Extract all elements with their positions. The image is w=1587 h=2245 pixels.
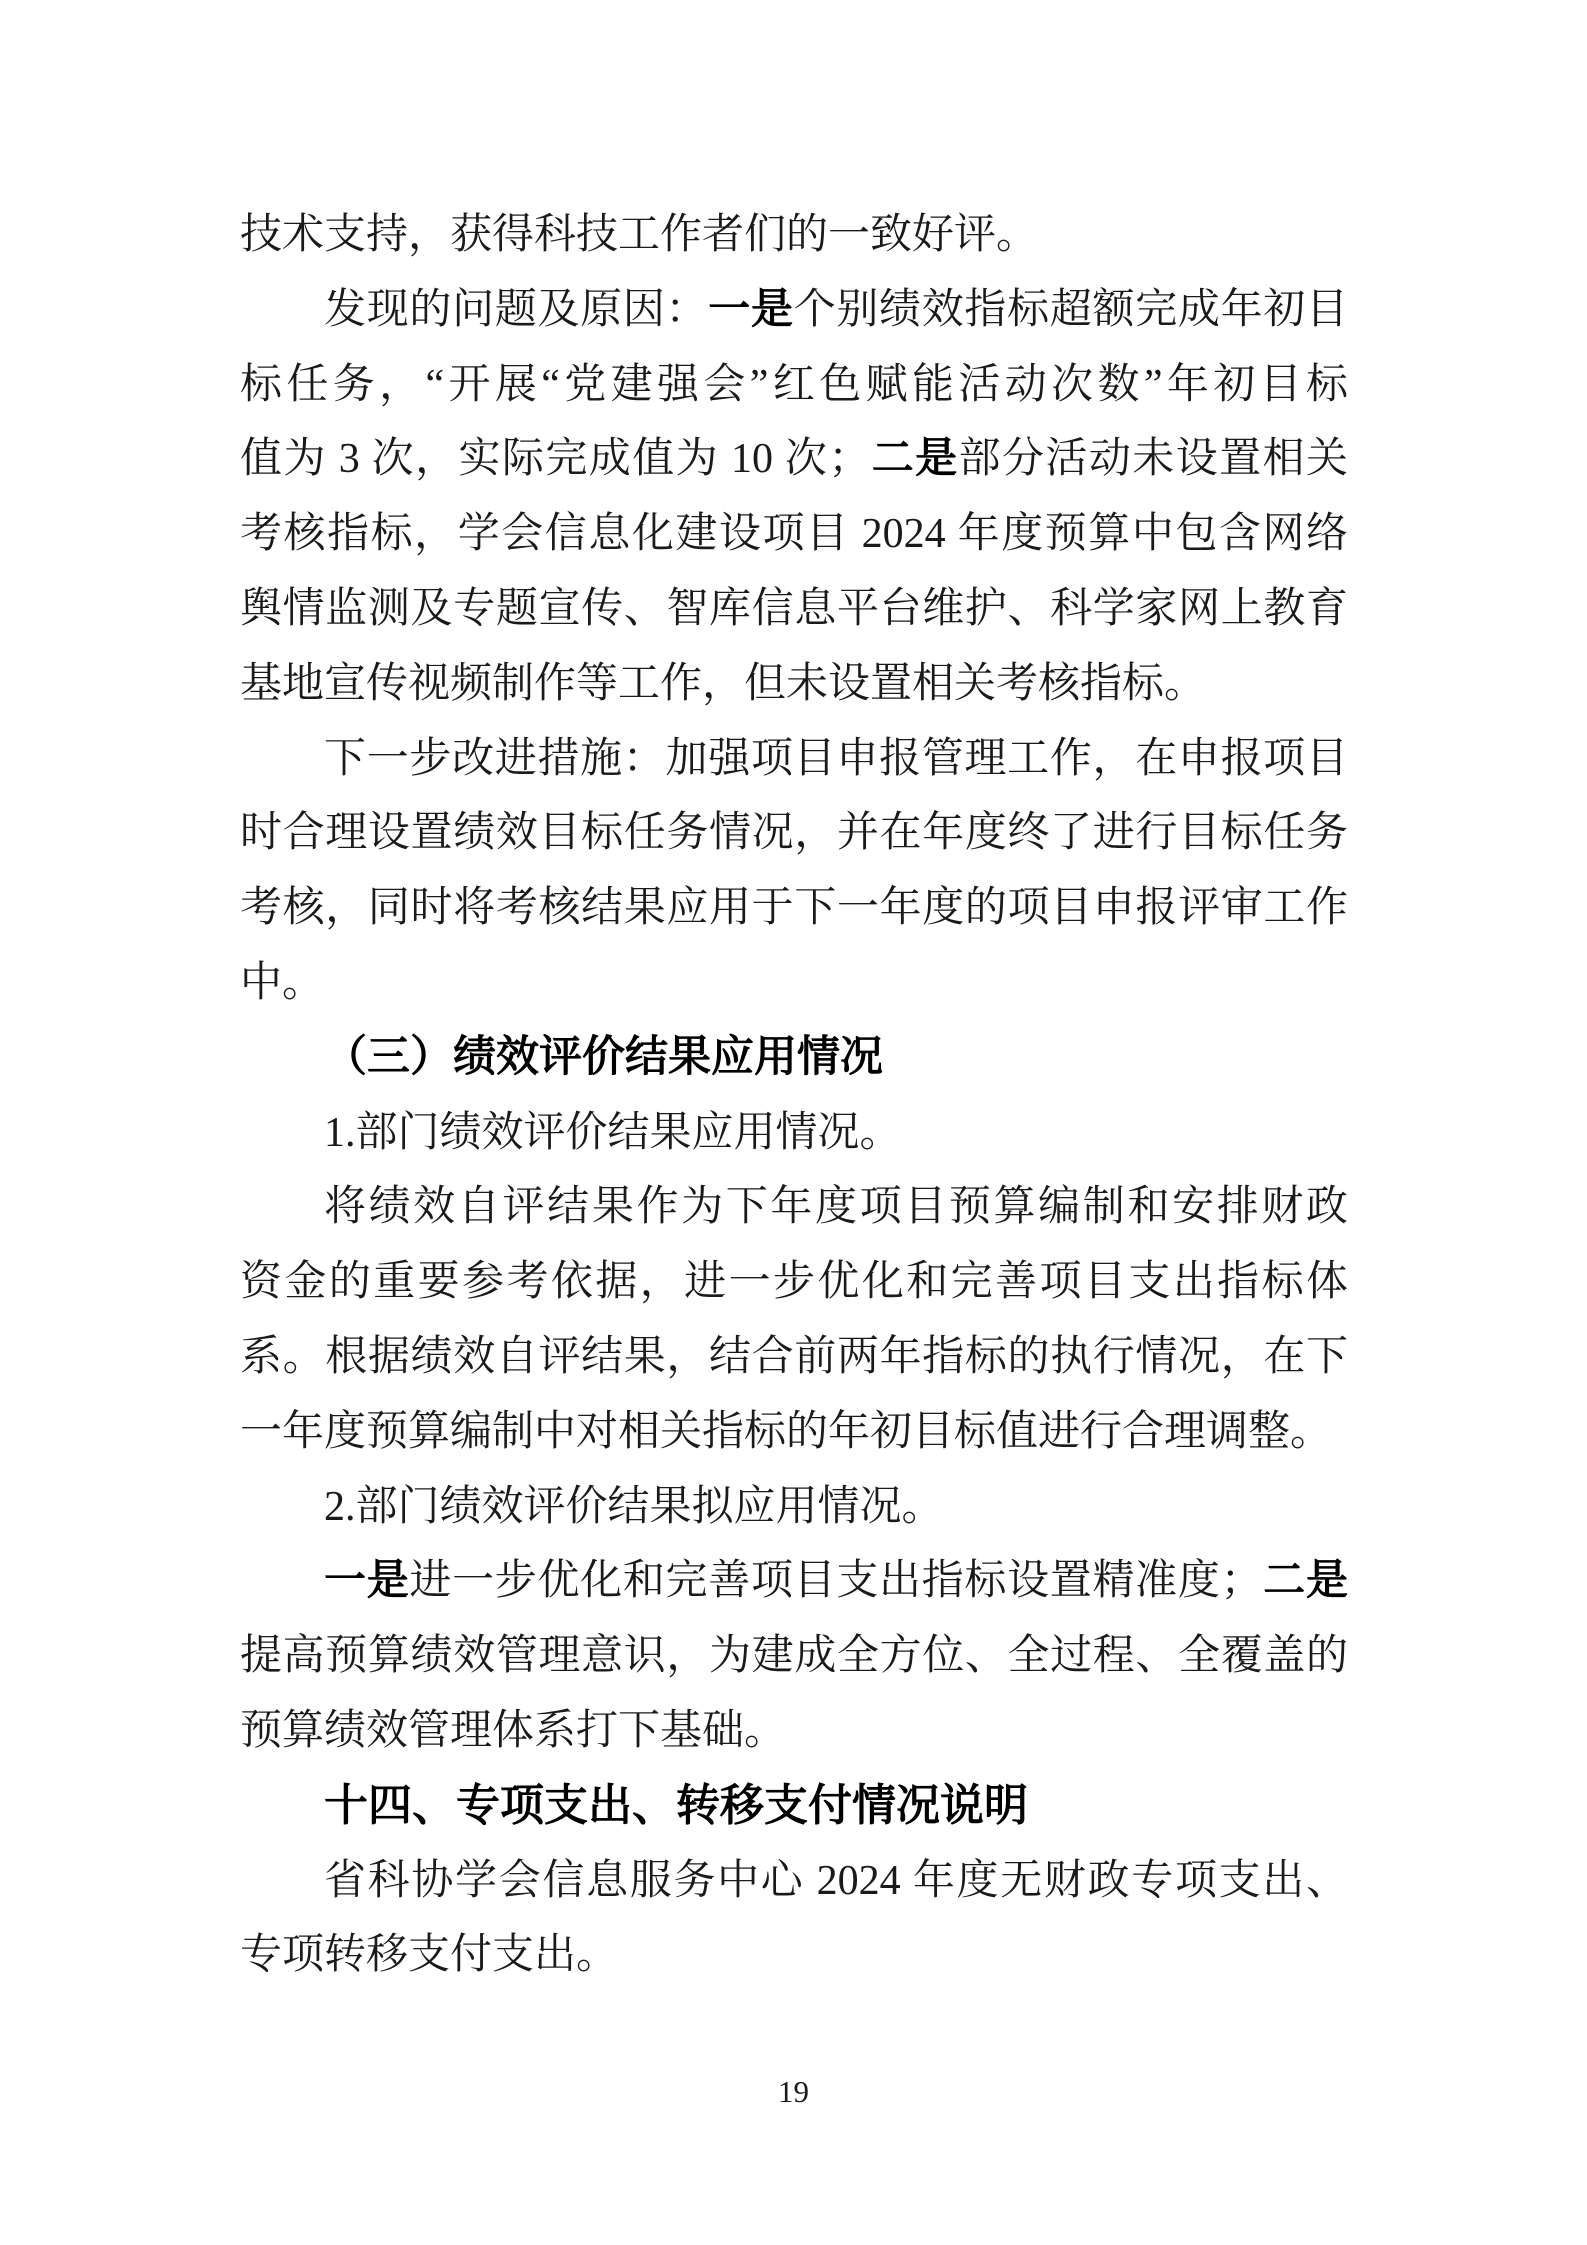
text-segment: 系。根据绩效自评结果，结合前两年指标的执行情况，在下: [240, 1333, 1348, 1380]
text-line: [240, 1395, 1348, 1470]
page-number: 19: [778, 2074, 809, 2109]
text-segment: 下一步改进措施：加强项目申报管理工作，在申报项目: [324, 735, 1348, 782]
document-body: [240, 198, 1348, 1993]
text-line: [240, 871, 1348, 946]
page-footer: [0, 2074, 1587, 2110]
text-segment: 基地宣传视频制作等工作，但未设置相关考核指标。: [240, 660, 1207, 707]
text-segment: 十四、专项支出、转移支付情况说明: [324, 1780, 1028, 1830]
text-segment: 值为 3 次，实际完成值为 10 次；: [240, 436, 871, 483]
text-segment: 考核指标，学会信息化建设项目 2024 年度预算中包含网络: [240, 511, 1348, 558]
text-line: [240, 1096, 1348, 1171]
text-line: [240, 1544, 1348, 1619]
text-line: [240, 1844, 1348, 1919]
text-line: [240, 273, 1348, 348]
text-line: [240, 1245, 1348, 1320]
text-segment: 发现的问题及原因：: [324, 286, 709, 333]
text-line: [240, 796, 1348, 871]
text-segment: 1.部门绩效评价结果应用情况。: [324, 1109, 902, 1156]
text-segment: 考核，同时将考核结果应用于下一年度的项目申报评审工作: [240, 885, 1348, 932]
text-segment: 一年度预算编制中对相关指标的年初目标值进行合理调整。: [240, 1408, 1333, 1455]
text-line: [240, 1918, 1348, 1993]
text-segment: 时合理设置绩效目标任务情况，并在年度终了进行目标任务: [240, 810, 1348, 857]
text-line: [240, 1470, 1348, 1545]
text-segment: 中。: [240, 959, 325, 1006]
text-segment: 二是: [1262, 1558, 1348, 1605]
text-segment: 一是: [324, 1558, 410, 1605]
text-line: [240, 497, 1348, 572]
text-segment: 标任务，“开展“党建强会”红色赋能活动次数”年初目标: [240, 361, 1348, 408]
text-line: [240, 572, 1348, 647]
text-line: [240, 422, 1348, 497]
text-line: [240, 722, 1348, 797]
text-segment: 2.部门绩效评价结果拟应用情况。: [324, 1483, 944, 1530]
text-segment: 将绩效自评结果作为下年度项目预算编制和安排财政: [324, 1184, 1348, 1231]
text-segment: 舆情监测及专题宣传、智库信息平台维护、科学家网上教育: [240, 585, 1348, 632]
section-heading: [240, 1769, 1348, 1844]
text-segment: 二是: [870, 436, 959, 483]
section-heading: [240, 1021, 1348, 1096]
text-segment: 资金的重要参考依据，进一步优化和完善项目支出指标体: [240, 1259, 1348, 1306]
text-segment: 预算绩效管理体系打下基础。: [240, 1707, 787, 1754]
text-line: [240, 1320, 1348, 1395]
text-segment: 提高预算绩效管理意识，为建成全方位、全过程、全覆盖的: [240, 1633, 1348, 1680]
text-line: [240, 348, 1348, 423]
text-segment: 进一步优化和完善项目支出指标设置精准度；: [409, 1558, 1263, 1605]
text-segment: 技术支持，获得科技工作者们的一致好评。: [240, 212, 1039, 258]
text-segment: （三）绩效评价结果应用情况: [324, 1033, 883, 1081]
text-line: [240, 647, 1348, 722]
text-line: [240, 1694, 1348, 1769]
text-segment: 部分活动未设置相关: [958, 436, 1348, 483]
text-segment: 专项转移支付支出。: [240, 1932, 619, 1979]
text-line: [240, 1170, 1348, 1245]
text-segment: 省科协学会信息服务中心 2024 年度无财政专项支出、: [324, 1857, 1348, 1904]
text-segment: 一是: [708, 286, 794, 333]
text-line: [240, 198, 1348, 273]
text-line: [240, 1619, 1348, 1694]
text-line: [240, 946, 1348, 1021]
text-segment: 个别绩效指标超额完成年初目: [793, 286, 1348, 333]
